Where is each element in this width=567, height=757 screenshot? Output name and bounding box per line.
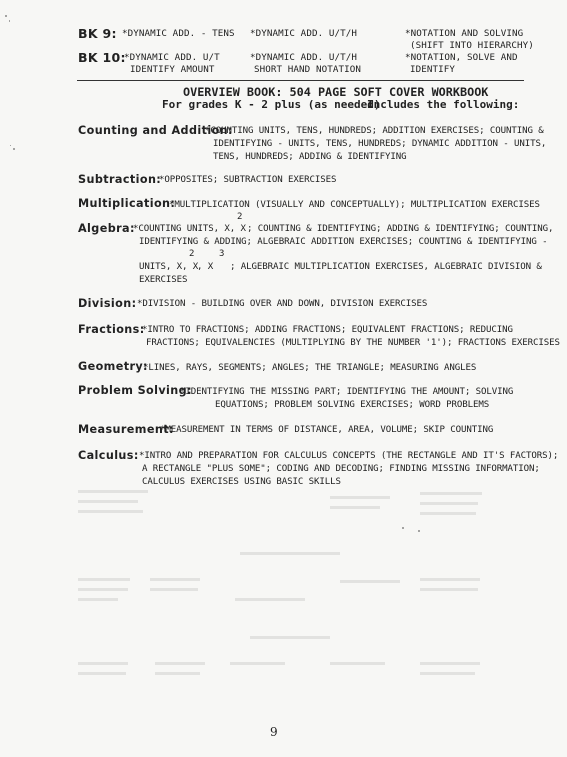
algebra-superscript-3: 3 xyxy=(219,249,225,259)
algebra-line-3c: ; ALGEBRAIC MULTIPLICATION EXERCISES, ALGEBRAIC DIVISION & xyxy=(230,262,542,272)
subtraction-line-1: *OPPOSITES; SUBTRACTION EXERCISES xyxy=(159,175,337,185)
page-number: 9 xyxy=(270,725,278,739)
problem-solving-line-2: EQUATIONS; PROBLEM SOLVING EXERCISES; WORD PROBLEMS xyxy=(215,400,490,410)
overview-grades: For grades K - 2 plus (as needed) xyxy=(162,98,381,111)
section-title-calculus: Calculus: xyxy=(78,449,139,462)
algebra-line-1b: ; COUNTING & IDENTIFYING; ADDING & IDENTIFYING; COUNTING, xyxy=(247,224,554,234)
problem-solving-line-1: *IDENTIFYING THE MISSING PART; IDENTIFYING THE AMOUNT; SOLVING xyxy=(180,387,514,397)
fractions-line-1: *INTRO TO FRACTIONS; ADDING FRACTIONS; EQUIVALENT FRACTIONS; REDUCING xyxy=(142,325,513,335)
section-title-geometry: Geometry: xyxy=(78,360,148,373)
overview-includes: Includes the following: xyxy=(367,98,520,111)
bk10-item-2-cont: SHORT HAND NOTATION xyxy=(254,64,361,75)
bk10-item-3: *NOTATION, SOLVE AND xyxy=(405,52,518,63)
section-title-problem-solving: Problem Solving: xyxy=(78,384,192,397)
section-title-algebra: Algebra: xyxy=(78,222,135,235)
geometry-line-1: *LINES, RAYS, SEGMENTS; ANGLES; THE TRIANGLE; MEASURING ANGLES xyxy=(143,363,477,373)
section-title-division: Division: xyxy=(78,297,137,310)
calculus-line-3: CALCULUS EXERCISES USING BASIC SKILLS xyxy=(142,477,341,487)
algebra-line-3a: UNITS, X, X xyxy=(139,262,199,272)
bk9-item-1: *DYNAMIC ADD. - TENS xyxy=(122,28,235,39)
section-title-multiplication: Multiplication: xyxy=(78,197,176,210)
bk10-item-1: *DYNAMIC ADD. U/T xyxy=(124,52,220,63)
bk10-label: BK 10: xyxy=(78,50,126,65)
measurement-line-1: *MEASUREMENT IN TERMS OF DISTANCE, AREA, VOLUME; SKIP COUNTING xyxy=(160,425,494,435)
algebra-line-4: EXERCISES xyxy=(139,275,188,285)
bk10-item-1-cont: IDENTIFY AMOUNT xyxy=(130,64,215,75)
counting-line-2: IDENTIFYING - UNITS, TENS, HUNDREDS; DYNAMIC ADDITION - UNITS, xyxy=(213,139,547,149)
algebra-line-2: IDENTIFYING & ADDING; ALGEBRAIC ADDITION EXERCISES; COUNTING & IDENTIFYING - xyxy=(139,237,548,247)
bk9-label: BK 9: xyxy=(78,26,117,41)
section-title-measurement: Measurement: xyxy=(78,423,174,436)
algebra-superscript-2: 2 xyxy=(189,249,195,259)
overview-title: OVERVIEW BOOK: 504 PAGE SOFT COVER WORKBOOK xyxy=(183,85,489,99)
bk9-item-2: *DYNAMIC ADD. U/T/H xyxy=(250,28,357,39)
multiplication-line-1: *MULTIPLICATION (VISUALLY AND CONCEPTUALLY); MULTIPLICATION EXERCISES xyxy=(169,200,540,210)
section-title-fractions: Fractions: xyxy=(78,323,145,336)
bk10-item-3-cont: IDENTIFY xyxy=(410,64,456,75)
bk10-item-2: *DYNAMIC ADD. U/T/H xyxy=(250,52,357,63)
section-title-subtraction: Subtraction: xyxy=(78,173,162,186)
calculus-line-2: A RECTANGLE "PLUS SOME"; CODING AND DECODING; FINDING MISSING INFORMATION; xyxy=(142,464,540,474)
bk9-item-3-cont: (SHIFT INTO HIERARCHY) xyxy=(410,40,534,51)
section-title-counting: Counting and Addition: xyxy=(78,124,233,137)
fractions-line-2: FRACTIONS; EQUIVALENCIES (MULTIPLYING BY THE NUMBER '1'); FRACTIONS EXERCISES xyxy=(146,338,560,348)
algebra-line-3b: , X xyxy=(197,262,214,272)
algebra-superscript-1: 2 xyxy=(237,212,243,222)
counting-line-3: TENS, HUNDREDS; ADDING & IDENTIFYING xyxy=(213,152,407,162)
calculus-line-1: *INTRO AND PREPARATION FOR CALCULUS CONCEPTS (THE RECTANGLE AND IT'S FACTORS); xyxy=(139,451,559,461)
division-line-1: *DIVISION - BUILDING OVER AND DOWN, DIVISION EXERCISES xyxy=(137,299,428,309)
bk9-item-3: *NOTATION AND SOLVING xyxy=(405,28,524,39)
counting-line-1: *COUNTING UNITS, TENS, HUNDREDS; ADDITION EXERCISES; COUNTING & xyxy=(205,126,544,136)
divider-rule xyxy=(77,80,524,81)
algebra-line-1a: *COUNTING UNITS, X, X xyxy=(133,224,246,234)
